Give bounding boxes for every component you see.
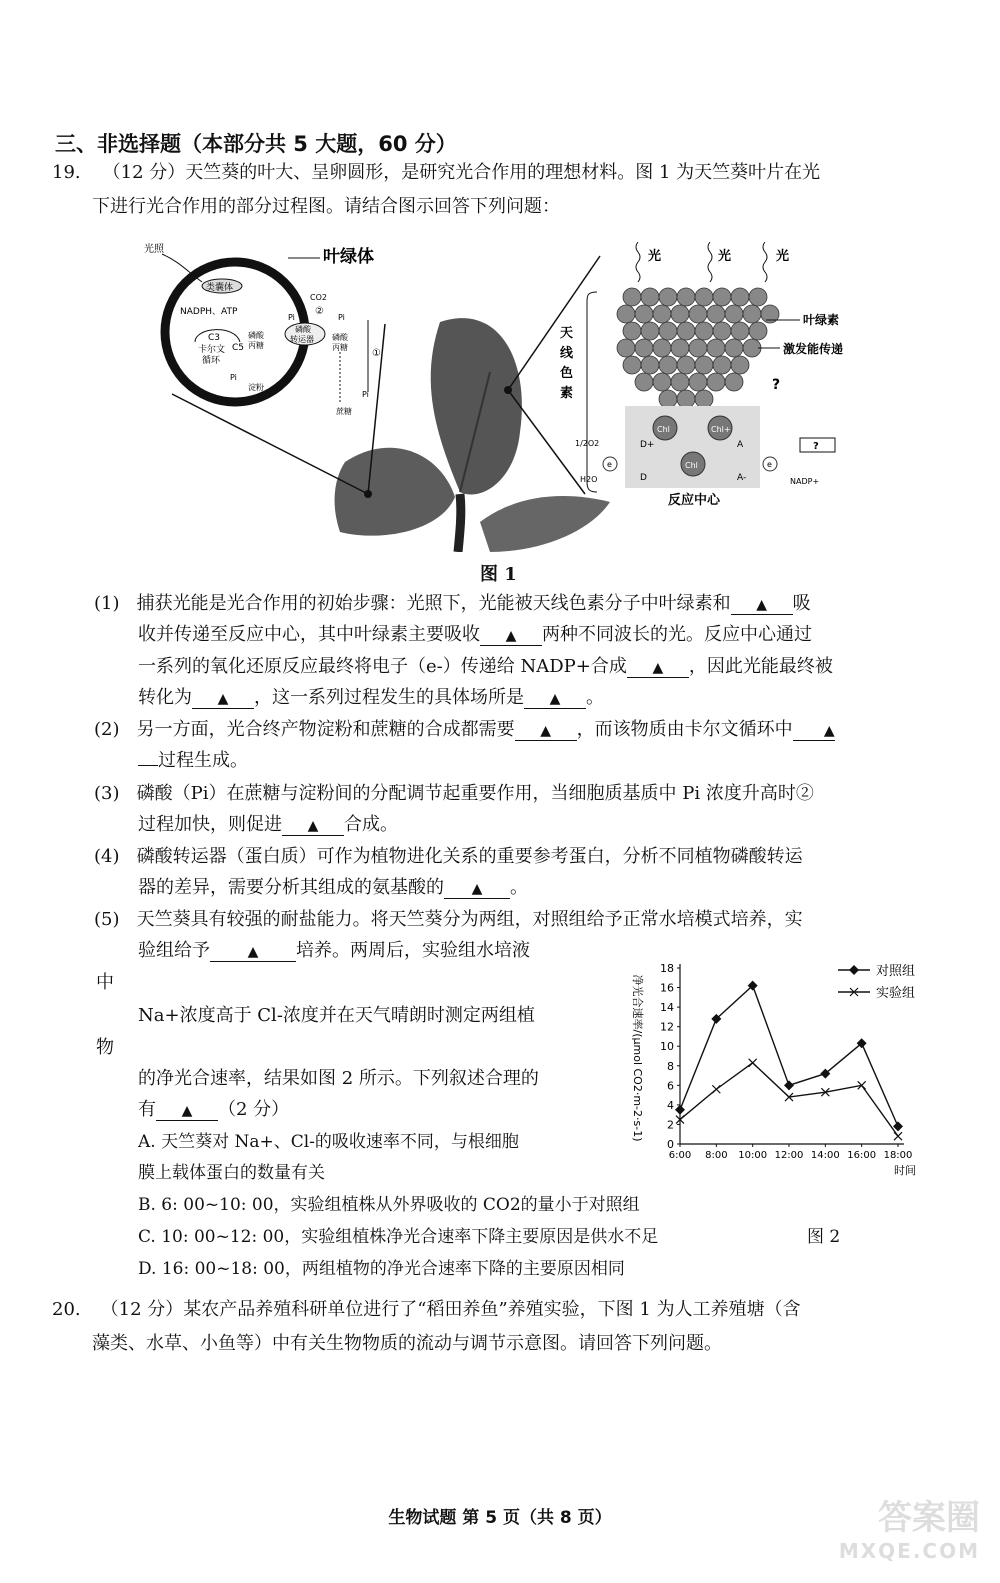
- chl-label-2: Chl: [685, 461, 698, 470]
- box-question-mark: ?: [813, 441, 819, 452]
- legend-label-1: 对照组: [876, 964, 916, 979]
- q19-4-line1: [94, 844, 803, 870]
- q20-text-1: （12 分）某农产品养殖科研单位进行了“稻田养鱼”养殖实验，下图 1 为人工养殖塘（含: [100, 1299, 801, 1320]
- series-2-point: [894, 1132, 902, 1140]
- antenna-label-4: 素: [560, 386, 574, 401]
- x-tick-label: 16:00: [847, 1150, 877, 1161]
- q19-5-line2-text-b: 培养。两周后，实验组水培液: [296, 940, 530, 961]
- q19-1-line2-text-a: 收并传递至反应中心，其中叶绿素主要吸收: [138, 624, 480, 645]
- series-line-1: [680, 986, 898, 1127]
- c5-label: C5: [232, 343, 245, 353]
- q19-intro-text-1: （12 分）天竺葵的叶大、呈卵圆形，是研究光合作用的理想材料。图 1 为天竺葵叶片在光: [102, 162, 821, 183]
- q19-1-line4: [138, 685, 604, 711]
- q19-intro-line2: 下进行光合作用的部分过程图。请结合图示回答下列问题：: [92, 196, 560, 217]
- figure-1-caption: 图 1: [480, 564, 517, 585]
- thylakoid-label: 类囊体: [206, 283, 234, 293]
- q19-1-line2: [138, 622, 812, 648]
- q19-5-number: (5): [94, 909, 120, 930]
- q19-5-line5: [138, 1097, 289, 1123]
- q19-1-line4-text-a: 转化为: [138, 687, 192, 708]
- answer-blank[interactable]: ▲: [731, 596, 793, 615]
- watermark-text-1: 答案圈: [878, 1498, 980, 1538]
- series-2-point: [712, 1085, 720, 1093]
- y-tick-label: 14: [660, 1001, 674, 1015]
- watermark-logo: [820, 1490, 980, 1565]
- q19-1-line3: [138, 654, 833, 680]
- q19-5-line4: 的净光合速率，结果如图 2 所示。下列叙述合理的: [138, 1068, 539, 1089]
- pi-label-2: Pi: [338, 313, 345, 322]
- series-1-point: [784, 1080, 794, 1090]
- series-line-2: [680, 1063, 898, 1136]
- x-tick-label: 12:00: [774, 1150, 804, 1161]
- light-label-3: 光: [776, 249, 790, 264]
- x-tick-label: 10:00: [738, 1150, 768, 1161]
- y-tick-label: 6: [667, 1079, 674, 1093]
- y-tick-label: 8: [667, 1059, 674, 1073]
- q19-5-text: 天竺葵具有较强的耐盐能力。将天竺葵分为两组，对照组给予正常水培模式培养，实: [136, 909, 803, 930]
- q19-4-line2: [138, 875, 528, 901]
- q19-1-line4-text-b: ，这一系列过程发生的具体场所是: [254, 687, 524, 708]
- q19-4-number: (4): [94, 846, 120, 867]
- tp2-label-a: 磷酸: [332, 333, 348, 342]
- chlorophyll-label: 叶绿素: [803, 313, 840, 327]
- q19-5-wu: 物: [96, 1037, 114, 1058]
- chl-plus-label: Chl+: [711, 425, 731, 434]
- x-tick-label: 14:00: [810, 1150, 840, 1161]
- electron-label-2: e: [767, 460, 772, 469]
- q19-number: 19.: [52, 162, 81, 183]
- answer-blank[interactable]: ▲: [156, 1102, 218, 1121]
- q19-5-line2: [138, 938, 530, 964]
- q19-1-line1: [94, 591, 811, 617]
- pi-label-4: Pi: [362, 390, 369, 399]
- chart-legend: [838, 963, 915, 1001]
- q19-1-number: (1): [94, 593, 120, 614]
- a-label: A: [737, 440, 744, 450]
- q19-1-line4-text-c: 。: [586, 687, 604, 708]
- electron-label-1: e: [607, 460, 612, 469]
- answer-blank[interactable]: ▲: [480, 627, 542, 646]
- calvin-label-1: 卡尔文: [198, 345, 226, 355]
- figure-1: [140, 232, 870, 552]
- q19-1-text-a: 捕获光能是光合作用的初始步骤：光照下，光能被天线色素分子中叶绿素和: [136, 593, 731, 614]
- figure-2-caption: 图 2: [807, 1227, 841, 1247]
- chloroplast-diagram: [144, 242, 381, 416]
- q19-2-line1: [94, 717, 835, 743]
- c3-label: C3: [208, 333, 221, 343]
- series-1-point: [893, 1121, 903, 1131]
- y-tick-label: 4: [667, 1098, 674, 1112]
- y-tick-label: 18: [660, 962, 674, 975]
- q19-4-text: 磷酸转运器（蛋白质）可作为植物进化关系的重要参考蛋白，分析不同植物磷酸转运: [136, 846, 803, 867]
- answer-blank[interactable]: ▲: [524, 690, 586, 709]
- answer-blank[interactable]: ▲: [282, 817, 344, 836]
- q19-5-line3: Na+浓度高于 Cl-浓度并在天气晴朗时测定两组植: [138, 1005, 535, 1026]
- answer-blank[interactable]: ▲: [210, 943, 296, 962]
- q19-3-text: 磷酸（Pi）在蔗糖与淀粉间的分配调节起重要作用，当细胞质基质中 Pi 浓度升高时②: [136, 783, 814, 804]
- q19-2-line2-text: 过程生成。: [158, 750, 248, 771]
- chl-label-1: Chl: [657, 425, 670, 434]
- watermark-text-2: MXQE.COM: [838, 1539, 980, 1563]
- option-a-line2: 膜上载体蛋白的数量有关: [138, 1163, 325, 1183]
- q19-2-line2: [138, 748, 248, 774]
- q19-3-line2-text-a: 过程加快，则促进: [138, 814, 282, 835]
- pi-label-3: Pi: [230, 373, 237, 382]
- y-tick-label: 10: [660, 1040, 674, 1054]
- q19-1-line3-text-a: 一系列的氧化还原反应最终将电子（e-）传递给 NADP+合成: [138, 656, 627, 677]
- circle-2-label: ②: [315, 306, 324, 317]
- answer-blank[interactable]: ▲: [793, 722, 835, 741]
- section-title: 三、非选择题（本部分共 5 大题，60 分）: [55, 132, 457, 156]
- answer-blank[interactable]: ▲: [515, 722, 577, 741]
- light-label: 光照: [144, 244, 164, 255]
- antenna-label-3: 色: [560, 366, 574, 381]
- sucrose-label: 蔗糖: [336, 407, 352, 416]
- q19-1-line2-text-b: 两种不同波长的光。反应中心通过: [542, 624, 812, 645]
- q19-4-line2-text-b: 。: [510, 877, 528, 898]
- question-mark: ?: [772, 377, 781, 393]
- legend-label-2: 实验组: [876, 986, 916, 1001]
- transporter-label-b: 转运器: [290, 335, 314, 344]
- chloroplast-label: 叶绿体: [323, 247, 374, 267]
- circle-1-label: ①: [372, 348, 381, 359]
- tp1-label-b: 丙糖: [248, 341, 264, 350]
- q19-5-zhong: 中: [96, 972, 114, 993]
- q19-2-number: (2): [94, 719, 120, 740]
- y-tick-label: 12: [660, 1020, 674, 1034]
- answer-blank[interactable]: ▲: [627, 659, 689, 678]
- legend-marker-1: [849, 965, 859, 975]
- o2-label: 1/2O2: [575, 439, 600, 448]
- series-1-point: [675, 1105, 685, 1115]
- x-tick-label: 6:00: [668, 1150, 692, 1161]
- antenna-label-2: 线: [560, 346, 574, 361]
- q19-3-line2: [138, 812, 398, 838]
- option-a-line1: A. 天竺葵对 Na+、Cl-的吸收速率不同，与根细胞: [138, 1132, 519, 1152]
- reaction-center-label: 反应中心: [668, 493, 721, 508]
- starch-label: 淀粉: [248, 383, 264, 392]
- q19-2-text-b: ，而该物质由卡尔文循环中: [576, 719, 793, 740]
- calvin-label-2: 循环: [202, 356, 221, 366]
- x-tick-label: 18:00: [883, 1150, 913, 1161]
- q19-4-line2-text-a: 器的差异，需要分析其组成的氨基酸的: [138, 877, 444, 898]
- transfer-label: 激发能传递: [783, 342, 844, 356]
- a-minus-label: A-: [737, 473, 747, 483]
- page-footer: 生物试题 第 5 页（共 8 页）: [388, 1508, 612, 1528]
- d-label: D: [640, 473, 647, 483]
- q19-5-line5-text-a: 有: [138, 1099, 156, 1120]
- q20-line2: 藻类、水草、小鱼等）中有关生物物质的流动与调节示意图。请回答下列问题。: [92, 1333, 722, 1354]
- light-label-1: 光: [648, 249, 662, 264]
- option-d: D. 16: 00~18: 00，两组植物的净光合速率下降的主要原因相同: [138, 1259, 625, 1279]
- tp2-label-b: 丙糖: [332, 343, 348, 352]
- chart-axes: [660, 962, 912, 1161]
- answer-blank-continuation: [138, 765, 158, 766]
- nadph-atp-label: NADPH、ATP: [180, 307, 238, 317]
- d-plus-label: D+: [640, 440, 655, 450]
- q20-line1: [52, 1297, 801, 1323]
- chart-xlabel: 时间: [894, 1164, 916, 1177]
- antenna-diagram: [560, 242, 843, 508]
- q19-1-text-b: 吸: [792, 593, 811, 614]
- q19-5-line1: [94, 907, 803, 933]
- q19-5-line5-text-b: （2 分）: [218, 1099, 290, 1120]
- chart-ylabel: 净光合速率/(μmol CO2·m-2·s-1): [631, 974, 644, 1142]
- q19-intro-line1: [52, 160, 820, 186]
- antenna-label-1: 天: [560, 326, 574, 341]
- option-c: C. 10: 00~12: 00，实验组植株净光合速率下降主要原因是供水不足: [138, 1227, 659, 1247]
- transporter-label-a: 磷酸: [295, 325, 311, 334]
- series-2-point: [749, 1059, 757, 1067]
- h2o-label: H2O: [580, 475, 598, 484]
- nadp-label: NADP+: [790, 477, 820, 486]
- q19-5-line2-text-a: 验组给予: [138, 940, 210, 961]
- pi-label-1: Pi: [288, 313, 295, 322]
- q20-number: 20.: [52, 1299, 81, 1320]
- chart-series: [675, 981, 903, 1141]
- answer-blank[interactable]: ▲: [444, 880, 510, 899]
- option-b: B. 6: 00~10: 00，实验组植株从外界吸收的 CO2的量小于对照组: [138, 1195, 640, 1215]
- y-tick-label: 16: [660, 981, 674, 995]
- q19-3-number: (3): [94, 783, 120, 804]
- light-label-2: 光: [718, 249, 732, 264]
- tp1-label-a: 磷酸: [248, 331, 264, 340]
- figure-2-chart: [620, 948, 940, 1180]
- q19-2-text-a: 另一方面，光合终产物淀粉和蔗糖的合成都需要: [136, 719, 515, 740]
- answer-blank[interactable]: ▲: [192, 690, 254, 709]
- y-tick-label: 2: [667, 1118, 674, 1132]
- co2-label: CO2: [310, 293, 327, 302]
- x-tick-label: 8:00: [705, 1150, 728, 1161]
- q19-3-line1: [94, 781, 814, 807]
- q19-3-line2-text-b: 合成。: [344, 814, 398, 835]
- q19-1-line3-text-b: ，因此光能最终被: [688, 656, 833, 677]
- y-tick-label: 0: [667, 1138, 674, 1151]
